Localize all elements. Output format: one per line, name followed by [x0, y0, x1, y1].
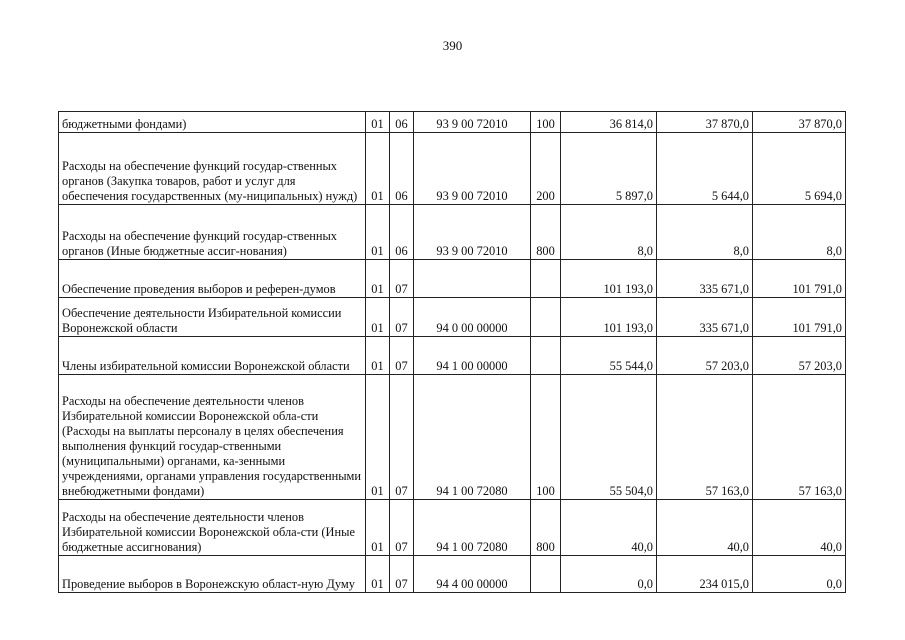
table-row: [59, 260, 846, 298]
table-row: [59, 556, 846, 593]
table-row: [59, 500, 846, 556]
row-name: Проведение выборов в Воронежскую област-ную Думу: [59, 556, 366, 593]
row-section: 01: [366, 133, 390, 205]
row-year3-amount: 8,0: [753, 205, 846, 260]
row-expense-type: [531, 556, 561, 593]
row-year1-amount: 55 544,0: [561, 337, 657, 375]
row-year2-amount: 57 163,0: [657, 375, 753, 500]
row-expense-type: [531, 298, 561, 337]
row-year2-amount: 234 015,0: [657, 556, 753, 593]
row-target-code: 94 0 00 00000: [414, 298, 531, 337]
row-expense-type: [531, 337, 561, 375]
row-subsection: 07: [390, 337, 414, 375]
row-name: Члены избирательной комиссии Воронежской области: [59, 337, 366, 375]
row-expense-type: 200: [531, 133, 561, 205]
row-name: Расходы на обеспечение функций государ-ственных органов (Иные бюджетные ассиг-нования): [59, 205, 366, 260]
row-year3-amount: 101 791,0: [753, 298, 846, 337]
row-year2-amount: 8,0: [657, 205, 753, 260]
row-year1-amount: 40,0: [561, 500, 657, 556]
row-expense-type: 800: [531, 500, 561, 556]
row-year3-amount: 57 203,0: [753, 337, 846, 375]
row-year3-amount: 37 870,0: [753, 112, 846, 133]
table-row: [59, 298, 846, 337]
row-section: 01: [366, 260, 390, 298]
row-year1-amount: 36 814,0: [561, 112, 657, 133]
row-section: 01: [366, 337, 390, 375]
row-target-code: 93 9 00 72010: [414, 112, 531, 133]
row-target-code: 94 4 00 00000: [414, 556, 531, 593]
row-target-code: 93 9 00 72010: [414, 133, 531, 205]
row-name: Расходы на обеспечение функций государ-ственных органов (Закупка товаров, работ и услуг для обеспечения государственных (му-ниципальных) нужд): [59, 133, 366, 205]
row-subsection: 06: [390, 133, 414, 205]
row-year2-amount: 335 671,0: [657, 298, 753, 337]
row-year3-amount: 57 163,0: [753, 375, 846, 500]
row-year2-amount: 5 644,0: [657, 133, 753, 205]
row-year1-amount: 0,0: [561, 556, 657, 593]
row-year2-amount: 335 671,0: [657, 260, 753, 298]
row-year2-amount: 40,0: [657, 500, 753, 556]
row-year2-amount: 37 870,0: [657, 112, 753, 133]
row-target-code: 94 1 00 00000: [414, 337, 531, 375]
row-year1-amount: 5 897,0: [561, 133, 657, 205]
row-name: Обеспечение деятельности Избирательной комиссии Воронежской области: [59, 298, 366, 337]
row-section: 01: [366, 298, 390, 337]
row-name: Расходы на обеспечение деятельности членов Избирательной комиссии Воронежской обла-сти (Расходы на выплаты персоналу в целях обеспечения выполнения функций государ-ственными (муниципальными) органами, ка-зенными учреждениями, органами управления государственными внебюджетными фондами): [59, 375, 366, 500]
row-name: Расходы на обеспечение деятельности членов Избирательной комиссии Воронежской обла-сти (Иные бюджетные ассигнования): [59, 500, 366, 556]
row-expense-type: 800: [531, 205, 561, 260]
row-section: 01: [366, 500, 390, 556]
row-year2-amount: 57 203,0: [657, 337, 753, 375]
row-name: бюджетными фондами): [59, 112, 366, 133]
row-section: 01: [366, 375, 390, 500]
row-year3-amount: 0,0: [753, 556, 846, 593]
row-name: Обеспечение проведения выборов и референ-думов: [59, 260, 366, 298]
table-row: [59, 112, 846, 133]
row-target-code: 94 1 00 72080: [414, 375, 531, 500]
row-subsection: 07: [390, 500, 414, 556]
row-year3-amount: 40,0: [753, 500, 846, 556]
row-target-code: 93 9 00 72010: [414, 205, 531, 260]
budget-table: [58, 111, 846, 593]
table-row: [59, 133, 846, 205]
row-subsection: 07: [390, 260, 414, 298]
row-year3-amount: 5 694,0: [753, 133, 846, 205]
row-year1-amount: 55 504,0: [561, 375, 657, 500]
row-target-code: 94 1 00 72080: [414, 500, 531, 556]
row-section: 01: [366, 556, 390, 593]
table-row: [59, 205, 846, 260]
row-section: 01: [366, 205, 390, 260]
row-subsection: 07: [390, 556, 414, 593]
row-year1-amount: 101 193,0: [561, 298, 657, 337]
row-subsection: 06: [390, 112, 414, 133]
row-year3-amount: 101 791,0: [753, 260, 846, 298]
row-section: 01: [366, 112, 390, 133]
row-expense-type: 100: [531, 375, 561, 500]
row-year1-amount: 8,0: [561, 205, 657, 260]
row-subsection: 07: [390, 298, 414, 337]
table-row: [59, 375, 846, 500]
page-number: 390: [442, 38, 463, 53]
row-target-code: [414, 260, 531, 298]
row-expense-type: [531, 260, 561, 298]
table-row: [59, 337, 846, 375]
row-subsection: 06: [390, 205, 414, 260]
row-expense-type: 100: [531, 112, 561, 133]
row-subsection: 07: [390, 375, 414, 500]
row-year1-amount: 101 193,0: [561, 260, 657, 298]
